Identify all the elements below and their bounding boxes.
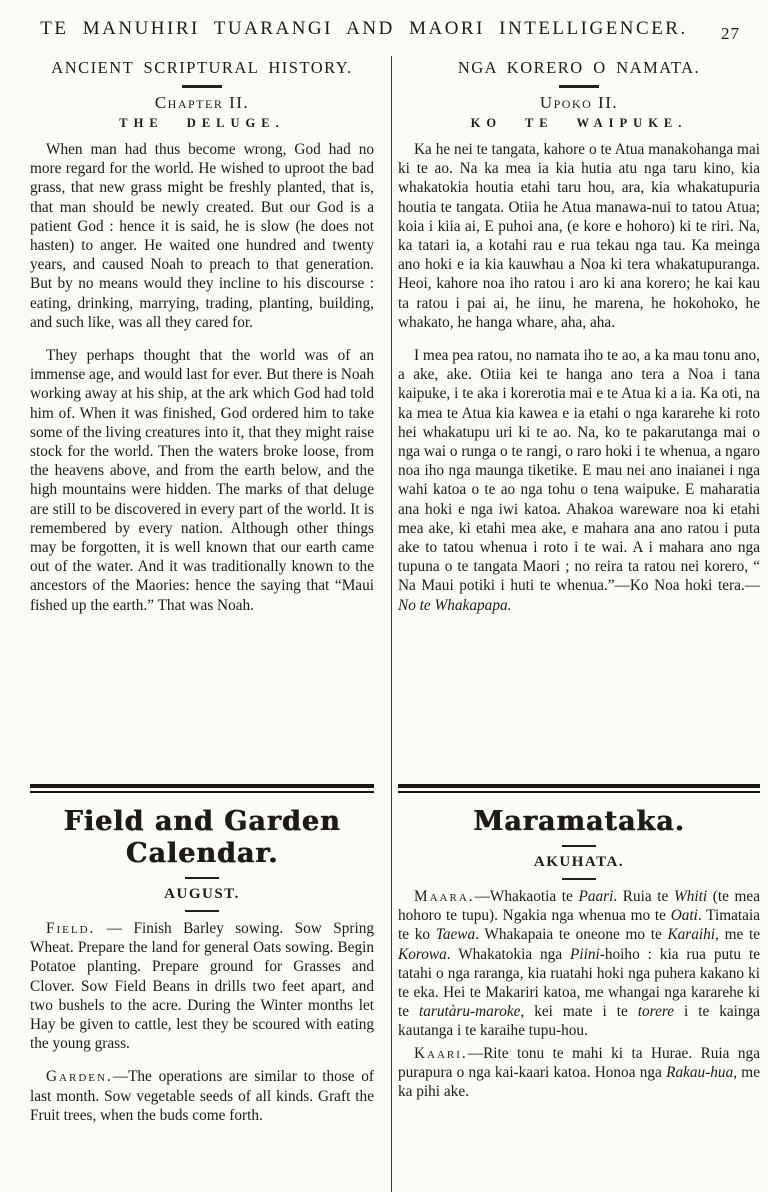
paragraph-maara: Maara.—Whakaotia te Paari. Ruia te Whiti (te mea hohoro te tupu). Ngakia nga whenua mo te Oati. Timataia te ko Taewa. Whakapaia te oneone mo te Karaihi, me te Korowa. Whakatokia nga Piini-hoiho : kia rua putu te tatahi o nga raranga, kia ruatahi hoki nga puhera kakano ki te eka. Hei te Makariri katoa, me whangai nga kararehe ki te tarutàru-maroke, kei mate i te torere i te kainga kautanga i te karaihe tupu-hou. [398, 888, 761, 1040]
paragraph-maori-1: Ka he nei te tangata, kahore o te Atua manakohanga mai ki te ao. Na ka mea ia kia hutia atu nga taru kino, kia whakatokia houtia etahi taru hou, ara, kia whakatupuria houtia te tangata. Otiia he Atua manawa-nui to tatou Atua; koia i kiia ai, E puhoi ana, (e kore e hohoro) ki te riri. Na, ka tatari ia, a kotahi rau e rua tekau nga tau. Ka meinga ano hoki e ia kia kauwhau a Noa ki tera whakatupuranga. Heoi, kahore noa iho ratou i aro ki ana korero; he kai kau ta ratou i pai ai, he iinu, he marena, he hokohoko, he whakato, he hanga whare, aha, aha. [398, 141, 760, 331]
paragraph-maori-2: I mea pea ratou, no namata iho te ao, a ka mau tonu ano, a ake, ake. Otiia kei te hanga ano tera a Noa i tana kaipuke, i te aka i korerotia mai e te Atua ki a ia. Ka oti, na ka mea te Atua kia kawea e ia etahi o nga kararehe ki roto hei whakatupu uri ki te ao. Na, ko te pakarutanga mai o nga wai o runga o te rangi, o raro hoki i te whenua, a ngaro noa iho nga maunga tiketike. E mau nei ano inaianei i nga wahi katoa o te ao nga tohu o tena waipuke. E maharatia ana hoki e nga iwi katoa. Ahakoa wareware noa ki etahi mea ake, ki etahi mea ake, e mahara ana ano ratou i puta ake to tatou whenua i roto i te wai. A i mahara ano nga tupuna o te tangata Maori ; no reira ta ratou nei korero, “ Na Maui potiki i huti te whenua.”—Ko Noa hoki tera.—No te Whakapapa. [398, 347, 760, 614]
paragraph-english-2: They perhaps thought that the world was of an immense age, and would last for ever. But there is Noah working away at his ship, at the ark which God had told him of. When it was finished, God ordered him to take some of the living creatures into it, that they might raise stock for the world. Then the waters broke loose, from the heavens above, and from the earth below, and the high mountains were hidden. The marks of that deluge are still to be discovered in every part of the world. It is remembered by every nation. Although other things may be forgotten, it is well known that our earth came out of the water. And it was traditionally known to the ancestors of the Maories: hence the saying that “Maui fished up the earth.” That was Noah. [30, 347, 374, 614]
scripture-article-maori [398, 56, 760, 784]
heading-rule [559, 85, 599, 88]
chapter-heading-maori: Upoko II. [539, 93, 619, 112]
heading-rule [185, 877, 219, 879]
calendar-title-english: Field and Garden Calendar. [63, 806, 341, 869]
article-title-maori: NGA KORERO O NAMATA. [457, 58, 701, 77]
column-maori [388, 56, 760, 1125]
calendar-month-english: AUGUST. [164, 886, 240, 902]
masthead-title: TE MANUHIRI TUARANGI AND MAORI INTELLIGENCER. [40, 18, 688, 39]
column-divider-rule [391, 56, 392, 1192]
article-title-english: ANCIENT SCRIPTURAL HISTORY. [51, 58, 353, 77]
chapter-heading-english: Chapter II. [154, 93, 250, 112]
paragraph-kaari: Kaari.—Rite tonu te mahi ki ta Hurae. Ruia nga purapura o nga kai-kaari katoa. Honoa nga Rakau-hua, me ka pihi ake. [398, 1044, 760, 1101]
paragraph-english-1: When man had thus become wrong, God had no more regard for the world. He wished to uproot the bad grass, that new grass might be freshly planted, that is, that man should be newly created. But our God is a patient God : hence it is said, he is slow (he does not hasten) to anger. He waited one hundred and twenty years, and caused Noah to preach to that generation. But by no means would they incline to his discourse : eating, drinking, marrying, trading, planting, building, and such like, was all they cared for. [30, 141, 374, 331]
calendar-month-maori: AKUHATA. [533, 854, 625, 870]
page-number: 27 [721, 24, 740, 43]
column-english [30, 56, 388, 1125]
columns-container [0, 56, 768, 1125]
heading-rule [182, 85, 222, 88]
calendar-title-maori: Maramataka. [473, 806, 685, 837]
scripture-article-english [30, 56, 374, 784]
subtitle-maori: KO TE WAIPUKE. [470, 116, 688, 130]
heading-rule [185, 910, 219, 912]
paragraph-field: Field. — Finish Barley sowing. Sow Spring Wheat. Prepare the land for general Oats sowing. Begin Potatoe planting. Prepare ground for Grasses and Clover. Sow Field Beans in drills two feet apart, and two bushels to the acre. During the Winter months let Hay be given to cattle, lest they be scoured with eating the young grass. [30, 920, 374, 1053]
masthead-row [0, 0, 768, 56]
section-divider-rule-right [398, 784, 760, 793]
heading-rule [562, 878, 596, 880]
heading-rule [562, 845, 596, 847]
subtitle-english: THE DELUGE. [119, 116, 285, 130]
paragraph-garden: Garden.—The operations are similar to those of last month. Sow vegetable seeds of all kinds. Graft the Fruit trees, when the buds come forth. [30, 1068, 374, 1124]
section-divider-rule-left [30, 784, 374, 793]
